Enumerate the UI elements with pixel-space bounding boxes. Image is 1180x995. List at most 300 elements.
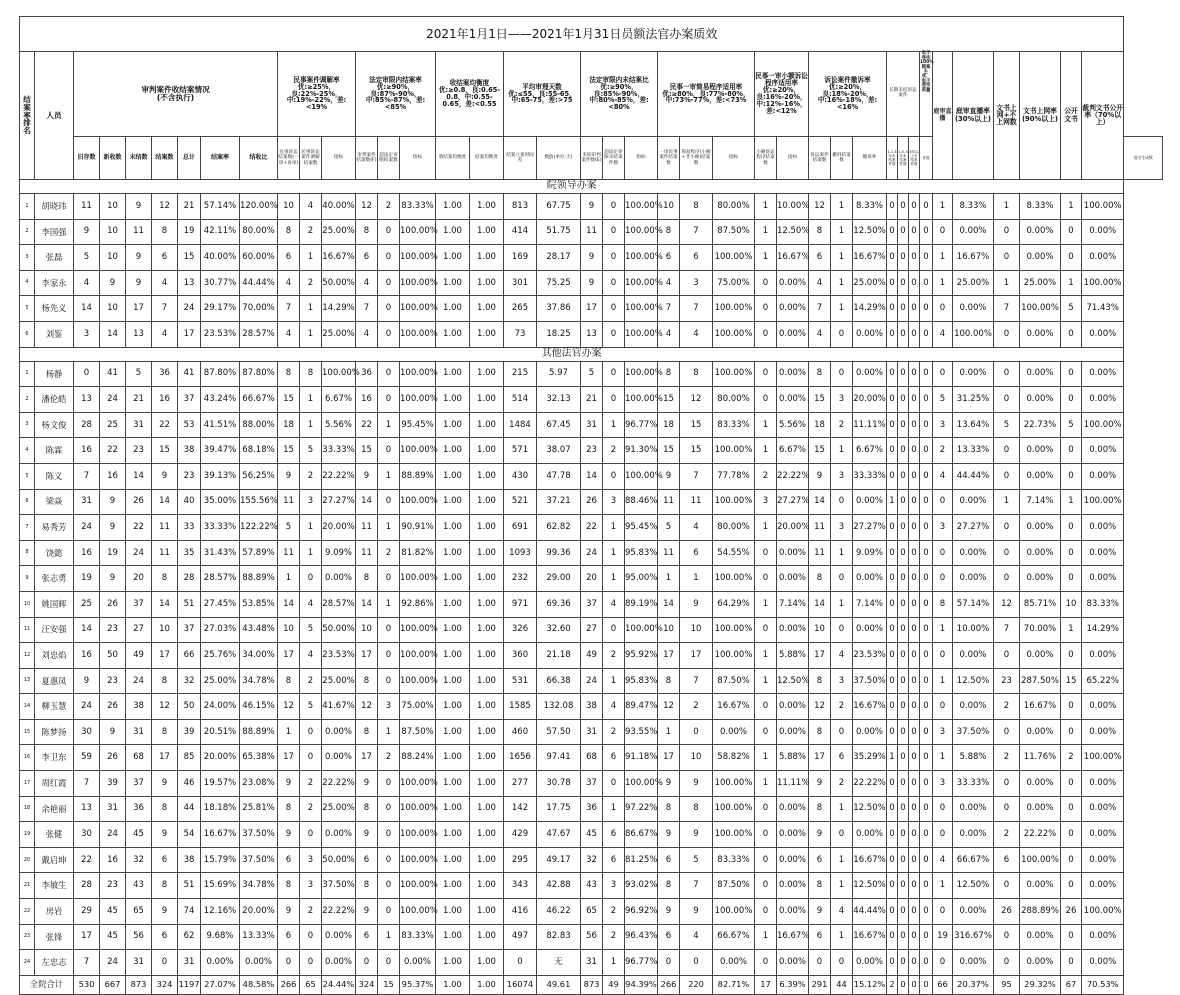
table-cell: 0 <box>658 950 680 976</box>
table-cell: 83.33% <box>713 847 755 873</box>
table-cell: 25.81% <box>240 796 278 822</box>
table-cell: 100.00% <box>625 245 658 271</box>
table-cell: 1.00 <box>470 924 504 950</box>
table-cell: 0.00% <box>1082 219 1124 245</box>
table-cell: 0 <box>920 194 933 220</box>
table-cell: 1.00 <box>470 950 504 976</box>
table-cell: 15 <box>278 438 300 464</box>
table-cell: 0.00% <box>853 950 887 976</box>
table-cell: 1 <box>887 745 898 771</box>
table-cell: 50.00% <box>322 847 356 873</box>
table-cell: 17 <box>278 643 300 669</box>
table-cell: 1.00 <box>470 899 504 925</box>
table-cell: 0 <box>920 617 933 643</box>
table-cell: 27 <box>581 617 603 643</box>
table-cell: 0.00% <box>1020 438 1061 464</box>
table-cell: 44 <box>178 796 201 822</box>
table-cell: 22.22% <box>1020 822 1061 848</box>
table-cell: 4 <box>809 270 831 296</box>
total-cell: 48.58% <box>240 975 278 994</box>
table-cell: 11 <box>356 540 378 566</box>
table-cell: 142 <box>504 796 537 822</box>
table-cell: 2 <box>300 899 322 925</box>
table-cell: 100.00% <box>400 771 436 797</box>
table-cell: 100.00% <box>1082 745 1124 771</box>
table-cell: 1.00 <box>470 412 504 438</box>
table-cell: 19 <box>100 540 126 566</box>
table-cell: 0 <box>1061 219 1082 245</box>
table-cell: 100.00% <box>713 899 755 925</box>
table-cell: 1 <box>933 745 953 771</box>
table-cell: 0 <box>933 643 953 669</box>
table-cell: 5.56% <box>777 412 809 438</box>
table-cell: 0.00% <box>1020 796 1061 822</box>
table-cell: 0 <box>994 321 1020 347</box>
table-cell: 1 <box>680 566 713 592</box>
table-cell: 460 <box>504 719 537 745</box>
table-cell: 287.50% <box>1020 668 1061 694</box>
table-cell: 100.00% <box>400 270 436 296</box>
table-cell: 33.33% <box>853 463 887 489</box>
table-cell: 50 <box>100 643 126 669</box>
table-cell: 0 <box>920 822 933 848</box>
total-label: 全院合计 <box>20 975 74 994</box>
table-cell: 9 <box>809 463 831 489</box>
table-cell: 1 <box>933 270 953 296</box>
table-cell: 3 <box>831 515 853 541</box>
table-cell: 1.00 <box>470 270 504 296</box>
table-cell: 24 <box>100 950 126 976</box>
table-cell: 0 <box>887 847 898 873</box>
table-cell: 75.00% <box>400 694 436 720</box>
rank-cell: 5 <box>20 296 35 322</box>
table-cell: 7 <box>356 296 378 322</box>
table-cell: 5 <box>581 361 603 387</box>
col-e-file: 卷宗生成数 <box>1124 137 1163 180</box>
table-cell: 0 <box>831 321 853 347</box>
table-cell: 无 <box>537 950 581 976</box>
table-cell: 0.00% <box>953 899 994 925</box>
table-cell: 1 <box>994 270 1020 296</box>
table-cell: 232 <box>504 566 537 592</box>
table-cell: 14 <box>356 591 378 617</box>
table-cell: 2 <box>1061 745 1082 771</box>
table-cell: 9 <box>152 899 178 925</box>
table-cell: 0 <box>920 771 933 797</box>
table-cell: 23 <box>100 873 126 899</box>
table-cell: 16.67% <box>201 822 240 848</box>
table-cell: 9 <box>278 822 300 848</box>
table-cell: 5.88% <box>777 745 809 771</box>
person-name-cell: 易秀芳 <box>35 515 74 541</box>
table-cell: 15 <box>658 387 680 413</box>
table-cell: 35 <box>178 540 201 566</box>
person-name-cell: 饶懿 <box>35 540 74 566</box>
table-cell: 15 <box>809 387 831 413</box>
table-cell: 59 <box>74 745 100 771</box>
table-cell: 1 <box>658 719 680 745</box>
table-cell: 0 <box>603 617 625 643</box>
table-cell: 37.86 <box>537 296 581 322</box>
table-cell: 1.00 <box>436 296 470 322</box>
table-cell: 13.33% <box>240 924 278 950</box>
table-cell: 1.00 <box>470 321 504 347</box>
table-cell: 100.00% <box>400 296 436 322</box>
table-cell: 37 <box>126 771 152 797</box>
table-cell: 1 <box>300 321 322 347</box>
table-cell: 25.00% <box>322 796 356 822</box>
table-cell: 0 <box>755 950 777 976</box>
table-cell: 11 <box>356 515 378 541</box>
table-cell: 1 <box>755 245 777 271</box>
table-cell: 100.00% <box>400 847 436 873</box>
table-cell: 0 <box>300 745 322 771</box>
table-cell: 38 <box>581 694 603 720</box>
table-cell: 0 <box>378 438 400 464</box>
table-cell: 8.33% <box>1020 194 1061 220</box>
table-cell: 31.43% <box>201 540 240 566</box>
table-cell: 1.00 <box>470 873 504 899</box>
table-cell: 0.00% <box>777 296 809 322</box>
table-cell: 31 <box>126 950 152 976</box>
total-cell: 0 <box>898 975 909 994</box>
table-cell: 7 <box>680 219 713 245</box>
table-cell: 11 <box>126 219 152 245</box>
table-cell: 24 <box>100 822 126 848</box>
table-cell: 0 <box>994 950 1020 976</box>
table-cell: 0 <box>755 566 777 592</box>
table-cell: 1 <box>1061 270 1082 296</box>
table-cell: 23.53% <box>322 643 356 669</box>
table-cell: 0 <box>887 771 898 797</box>
table-cell: 9 <box>658 771 680 797</box>
table-cell: 1.00 <box>436 361 470 387</box>
table-cell: 33.33% <box>201 515 240 541</box>
person-name-cell: 房岩 <box>35 899 74 925</box>
table-cell: 25.00% <box>953 270 994 296</box>
table-cell: 6 <box>278 245 300 271</box>
table-cell: 17 <box>178 321 201 347</box>
table-cell: 100.00% <box>400 361 436 387</box>
table-cell: 31 <box>100 796 126 822</box>
table-cell: 5.88% <box>777 643 809 669</box>
table-cell: 0 <box>755 822 777 848</box>
table-cell: 0 <box>920 899 933 925</box>
table-cell: 0 <box>378 950 400 976</box>
table-cell: 0 <box>887 643 898 669</box>
table-cell: 31 <box>581 950 603 976</box>
closure-group-header: 审判案件收结案情况 (不含执行) <box>74 52 278 137</box>
table-cell: 0.00% <box>713 719 755 745</box>
table-cell: 0 <box>994 540 1020 566</box>
col-legal-closed: 超法定审限结案数 <box>378 137 400 180</box>
rank-cell: 14 <box>20 694 35 720</box>
table-cell: 1 <box>378 463 400 489</box>
table-cell: 430 <box>504 463 537 489</box>
table-cell: 23 <box>100 617 126 643</box>
table-cell: 54 <box>178 822 201 848</box>
table-cell: 0 <box>378 668 400 694</box>
table-cell: 23 <box>581 438 603 464</box>
table-cell: 0.00% <box>953 643 994 669</box>
table-cell: 9 <box>680 771 713 797</box>
table-cell: 0 <box>755 873 777 899</box>
table-cell: 42.11% <box>201 219 240 245</box>
table-cell: 0 <box>831 719 853 745</box>
table-cell: 39.47% <box>201 438 240 464</box>
table-cell: 0 <box>933 361 953 387</box>
col-withdraw-closed: 撤诉结案数 <box>831 137 853 180</box>
table-cell: 0.00% <box>322 719 356 745</box>
table-cell: 14 <box>658 591 680 617</box>
table-cell: 8 <box>278 219 300 245</box>
table-cell: 9.68% <box>201 924 240 950</box>
table-cell: 46 <box>178 771 201 797</box>
table-cell: 0 <box>898 296 909 322</box>
table-cell: 1.00 <box>436 270 470 296</box>
table-cell: 0 <box>603 270 625 296</box>
table-cell: 0 <box>933 694 953 720</box>
table-cell: 0 <box>909 566 920 592</box>
table-cell: 1 <box>831 194 853 220</box>
rank-cell: 6 <box>20 489 35 515</box>
table-cell: 0 <box>909 412 920 438</box>
table-cell: 21.18 <box>537 643 581 669</box>
table-cell: 0 <box>933 219 953 245</box>
table-row <box>20 412 1163 438</box>
table-cell: 971 <box>504 591 537 617</box>
table-cell: 10 <box>278 617 300 643</box>
table-cell: 22.22% <box>322 771 356 797</box>
table-cell: 1 <box>933 617 953 643</box>
table-cell: 2 <box>603 899 625 925</box>
col-pending: 未结数 <box>126 137 152 180</box>
table-cell: 0 <box>909 540 920 566</box>
table-cell: 0.00% <box>400 950 436 976</box>
table-cell: 0 <box>887 719 898 745</box>
rank-cell: 15 <box>20 719 35 745</box>
table-cell: 0.00% <box>777 822 809 848</box>
table-cell: 53.85% <box>240 591 278 617</box>
table-cell: 0 <box>933 796 953 822</box>
table-cell: 8 <box>680 194 713 220</box>
table-cell: 2 <box>300 463 322 489</box>
table-cell: 28 <box>74 412 100 438</box>
table-cell: 0.00% <box>853 321 887 347</box>
table-cell: 100.00% <box>625 771 658 797</box>
live-rate-header: 庭审直播率 (30%以上) <box>953 52 994 180</box>
table-cell: 24 <box>74 694 100 720</box>
table-cell: 100.00% <box>400 566 436 592</box>
col-trial-closed: 审判案件结案数(F) <box>356 137 378 180</box>
table-cell: 1.00 <box>436 540 470 566</box>
table-cell: 80.00% <box>713 515 755 541</box>
table-cell: 0 <box>920 796 933 822</box>
table-cell: 0.00% <box>953 489 994 515</box>
rank-cell: 17 <box>20 771 35 797</box>
table-cell: 0 <box>378 270 400 296</box>
table-cell: 20.00% <box>853 387 887 413</box>
table-cell: 1 <box>831 270 853 296</box>
table-cell: 6 <box>809 245 831 271</box>
table-cell: 6 <box>658 924 680 950</box>
small-claims-group-header: 民事一审小额诉讼程序适用率 优:≥20%，良:16%-20%，中:12%-16%，差:<12% <box>755 52 809 137</box>
table-cell: 0.00% <box>1082 694 1124 720</box>
table-cell: 100.00% <box>953 321 994 347</box>
table-cell: 4 <box>278 270 300 296</box>
table-cell: 37.21 <box>537 489 581 515</box>
table-cell: 0 <box>603 245 625 271</box>
table-cell: 1 <box>755 219 777 245</box>
table-cell: 9 <box>809 822 831 848</box>
table-cell: 1 <box>831 296 853 322</box>
table-cell: 1 <box>300 515 322 541</box>
table-cell: 97.22% <box>625 796 658 822</box>
table-cell: 1656 <box>504 745 537 771</box>
table-cell: 44.44% <box>240 270 278 296</box>
table-cell: 1 <box>831 873 853 899</box>
table-cell: 13.33% <box>953 438 994 464</box>
table-cell: 17 <box>658 745 680 771</box>
table-cell: 11 <box>152 540 178 566</box>
table-cell: 12 <box>278 694 300 720</box>
table-cell: 28.57% <box>201 566 240 592</box>
table-cell: 24 <box>74 515 100 541</box>
rank-cell: 7 <box>20 515 35 541</box>
table-cell: 100.00% <box>1082 194 1124 220</box>
table-cell: 88.89% <box>400 463 436 489</box>
table-cell: 28 <box>74 873 100 899</box>
table-cell: 13 <box>178 270 201 296</box>
table-cell: 0 <box>898 617 909 643</box>
table-cell: 7 <box>74 463 100 489</box>
table-cell: 1.00 <box>436 950 470 976</box>
rank-cell: 23 <box>20 924 35 950</box>
rank-cell: 20 <box>20 847 35 873</box>
table-cell: 23 <box>100 668 126 694</box>
table-cell: 6 <box>152 245 178 271</box>
table-row <box>20 668 1163 694</box>
table-cell: 1 <box>1061 617 1082 643</box>
table-cell: 17 <box>152 745 178 771</box>
table-cell: 24 <box>178 296 201 322</box>
table-cell: 0.00% <box>1020 321 1061 347</box>
table-cell: 1 <box>378 515 400 541</box>
table-cell: 5 <box>300 694 322 720</box>
table-cell: 4 <box>831 643 853 669</box>
table-cell: 37.50% <box>240 822 278 848</box>
person-name-cell: 陈义 <box>35 463 74 489</box>
table-cell: 2 <box>300 270 322 296</box>
table-cell: 96.92% <box>625 899 658 925</box>
table-cell: 26 <box>100 694 126 720</box>
table-cell: 11.11% <box>853 412 887 438</box>
col-idx-5: 指标 <box>777 137 809 180</box>
table-cell: 0 <box>378 796 400 822</box>
table-cell: 50.00% <box>322 617 356 643</box>
table-cell: 1 <box>300 387 322 413</box>
total-cell: 873 <box>126 975 152 994</box>
table-cell: 1.00 <box>436 412 470 438</box>
table-cell: 1 <box>994 194 1020 220</box>
table-cell: 11.11% <box>777 771 809 797</box>
total-cell: 27.07% <box>201 975 240 994</box>
table-cell: 88.24% <box>400 745 436 771</box>
table-cell: 0 <box>1061 387 1082 413</box>
table-cell: 10.00% <box>953 617 994 643</box>
table-cell: 4 <box>356 270 378 296</box>
rank-cell: 2 <box>20 219 35 245</box>
table-cell: 1.00 <box>470 219 504 245</box>
table-cell: 0 <box>920 270 933 296</box>
total-cell: 530 <box>74 975 100 994</box>
table-cell: 7 <box>680 668 713 694</box>
table-cell: 49.17 <box>537 847 581 873</box>
table-row <box>20 540 1163 566</box>
person-name-cell: 潘伦皓 <box>35 387 74 413</box>
table-cell: 7.14% <box>777 591 809 617</box>
table-cell: 12 <box>680 387 713 413</box>
table-cell: 1.00 <box>436 591 470 617</box>
table-cell: 18 <box>809 412 831 438</box>
table-cell: 0 <box>898 847 909 873</box>
table-cell: 8 <box>658 361 680 387</box>
table-cell: 27.27% <box>322 489 356 515</box>
table-row <box>20 489 1163 515</box>
table-cell: 0 <box>909 694 920 720</box>
table-cell: 99.36 <box>537 540 581 566</box>
table-cell: 0 <box>1061 873 1082 899</box>
table-cell: 26 <box>994 899 1020 925</box>
table-cell: 429 <box>504 822 537 848</box>
table-cell: 0 <box>887 924 898 950</box>
table-row <box>20 694 1163 720</box>
col-old: 旧存数 <box>74 137 100 180</box>
table-cell: 9 <box>581 245 603 271</box>
table-cell: 87.80% <box>240 361 278 387</box>
table-cell: 88.89% <box>240 719 278 745</box>
table-cell: 6 <box>278 924 300 950</box>
table-cell: 1 <box>755 194 777 220</box>
table-cell: 0 <box>378 321 400 347</box>
table-cell: 0.00% <box>1020 463 1061 489</box>
rank-cell: 24 <box>20 950 35 976</box>
table-cell: 1 <box>278 719 300 745</box>
table-cell: 65.22% <box>1082 668 1124 694</box>
table-cell: 71.43% <box>1082 296 1124 322</box>
rank-cell: 3 <box>20 412 35 438</box>
table-cell: 215 <box>504 361 537 387</box>
table-cell: 0 <box>378 361 400 387</box>
table-cell: 1 <box>755 771 777 797</box>
table-cell: 29.00 <box>537 566 581 592</box>
table-cell: 0 <box>898 950 909 976</box>
table-cell: 416 <box>504 899 537 925</box>
table-cell: 0 <box>898 719 909 745</box>
table-cell: 100.00% <box>400 899 436 925</box>
table-cell: 95.00% <box>625 566 658 592</box>
table-cell: 1.00 <box>436 463 470 489</box>
table-cell: 3 <box>74 321 100 347</box>
table-cell: 17 <box>809 643 831 669</box>
table-cell: 1.00 <box>470 540 504 566</box>
table-cell: 0.00% <box>1020 540 1061 566</box>
table-cell: 9 <box>100 566 126 592</box>
table-cell: 0 <box>887 668 898 694</box>
table-cell: 0 <box>887 387 898 413</box>
table-cell: 6 <box>603 847 625 873</box>
table-cell: 15 <box>809 438 831 464</box>
